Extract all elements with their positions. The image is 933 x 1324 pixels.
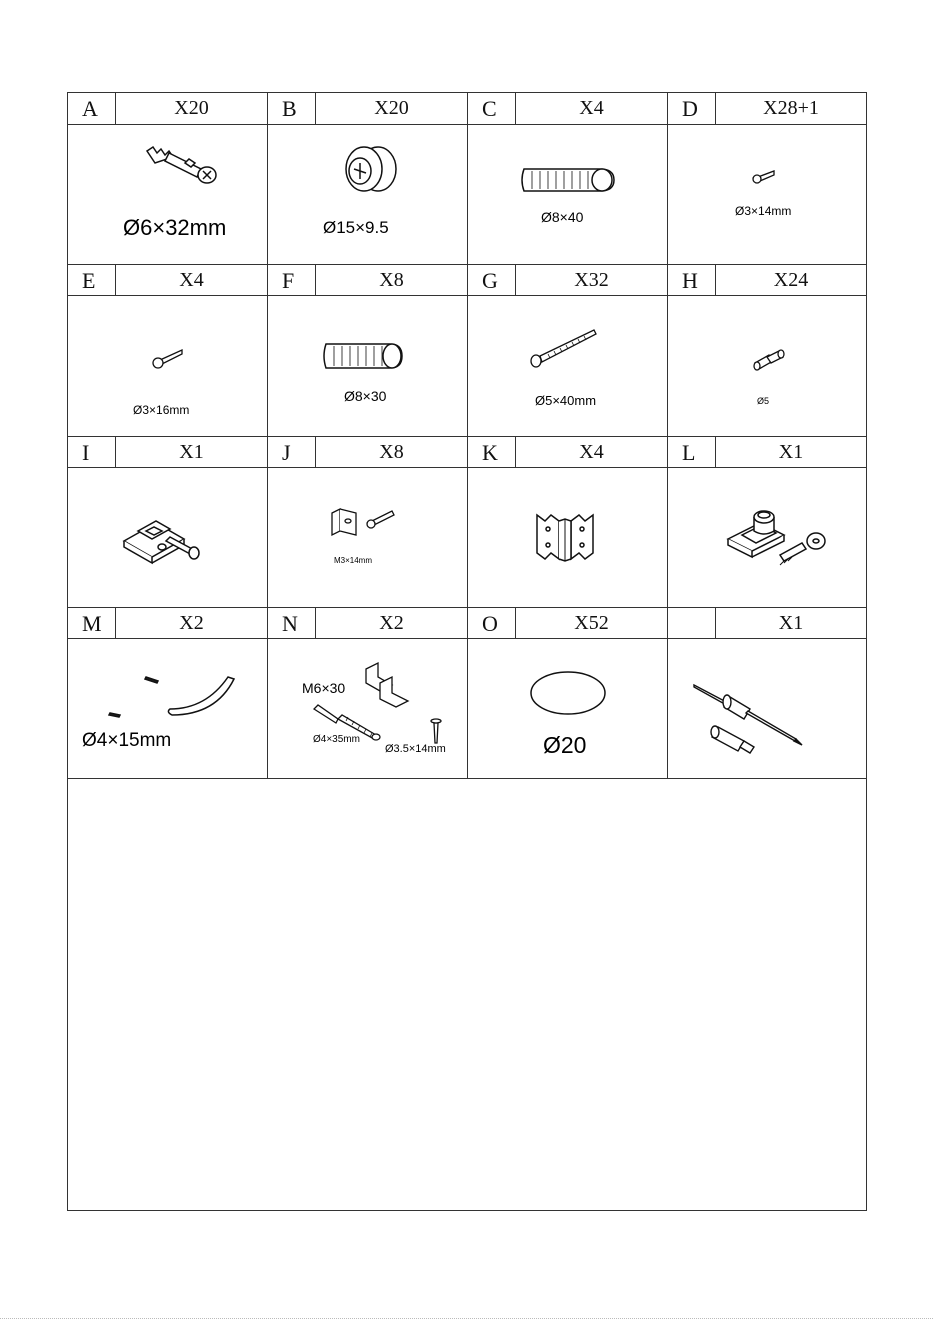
part-header-o: [468, 608, 667, 639]
row-divider: [68, 778, 866, 779]
part-letter: [668, 608, 716, 639]
part-spec: Ø8×30: [344, 388, 387, 404]
part-quantity: X20: [374, 97, 409, 119]
part-header-k: [468, 437, 667, 468]
wooden-dowel-icon: [320, 342, 404, 370]
part-letter: F: [268, 265, 316, 296]
part-quantity: X4: [579, 97, 604, 119]
cam-lock-icon: [336, 139, 406, 199]
part-spec: Ø20: [543, 732, 587, 758]
part-header-i: [68, 437, 267, 468]
part-header-j: [268, 437, 467, 468]
page-edge: [0, 1318, 933, 1323]
part-quantity: X8: [379, 269, 404, 291]
part-quantity: X1: [778, 441, 804, 463]
part-header-a: [68, 93, 267, 124]
part-spec: Ø3×14mm: [735, 204, 792, 218]
cover-cap-icon: [529, 670, 607, 716]
part-letter: E: [68, 265, 116, 296]
cam-bolt-icon: [143, 141, 223, 191]
wooden-dowel-icon: [518, 167, 616, 193]
part-header-n: [268, 608, 467, 639]
part-quantity: X32: [574, 269, 609, 291]
part-letter: N: [268, 608, 316, 639]
part-letter: J: [268, 437, 316, 468]
screw-icon: [152, 348, 184, 370]
part-spec: Ø15×9.5: [323, 218, 389, 237]
part-header-f: [268, 265, 467, 296]
part-header-l: [668, 437, 866, 468]
part-spec: Ø6×32mm: [123, 215, 227, 240]
part-quantity: X4: [579, 441, 604, 463]
part-quantity: X24: [773, 269, 809, 291]
part-quantity: X28+1: [763, 97, 819, 119]
part-letter: I: [68, 437, 116, 468]
part-quantity: X2: [179, 612, 204, 634]
barrel-bolt-icon: [122, 513, 214, 569]
long-screw-icon: [528, 326, 598, 370]
part-spec: Ø8×40: [541, 209, 584, 225]
part-spec: Ø4×15mm: [82, 730, 172, 751]
part-spec: M3×14mm: [334, 556, 373, 565]
drawer-lock-key-icon: [724, 503, 830, 575]
part-letter: K: [468, 437, 516, 468]
part-letter: O: [468, 608, 516, 639]
handle-icon: [106, 671, 236, 721]
row-divider: [68, 124, 866, 125]
part-header-m: [68, 608, 267, 639]
part-letter: L: [668, 437, 716, 468]
part-quantity: X2: [379, 612, 404, 634]
part-header-e: [68, 265, 267, 296]
part-quantity: X52: [574, 612, 609, 634]
part-spec: Ø3.5×14mm: [385, 743, 446, 755]
part-spec: Ø4×35mm: [313, 734, 360, 745]
part-header-d: [668, 93, 866, 124]
part-spec: M6×30: [302, 680, 346, 696]
hinge-icon: [535, 511, 597, 563]
screwdriver-icon: [692, 675, 804, 753]
part-letter: C: [468, 93, 516, 124]
part-spec: Ø5: [757, 396, 770, 406]
small-screw-icon: [752, 169, 776, 185]
part-quantity: X20: [174, 97, 209, 119]
part-header-g: [468, 265, 667, 296]
part-header-tool: [668, 608, 866, 639]
part-letter: H: [668, 265, 716, 296]
part-header-c: [468, 93, 667, 124]
part-spec: Ø3×16mm: [133, 403, 190, 417]
part-letter: D: [668, 93, 716, 124]
part-quantity: X1: [179, 441, 204, 463]
part-quantity: X4: [179, 269, 204, 291]
bracket-screw-icon: [328, 507, 400, 539]
part-letter: B: [268, 93, 316, 124]
part-letter: A: [68, 93, 116, 124]
part-header-h: [668, 265, 866, 296]
part-quantity: X1: [778, 612, 804, 634]
part-header-b: [268, 93, 467, 124]
part-letter: M: [68, 608, 116, 639]
shelf-pin-icon: [751, 349, 785, 373]
part-letter: G: [468, 265, 516, 296]
hardware-parts-sheet: [67, 92, 867, 1211]
part-quantity: X8: [379, 441, 404, 463]
part-spec: Ø5×40mm: [535, 393, 597, 408]
